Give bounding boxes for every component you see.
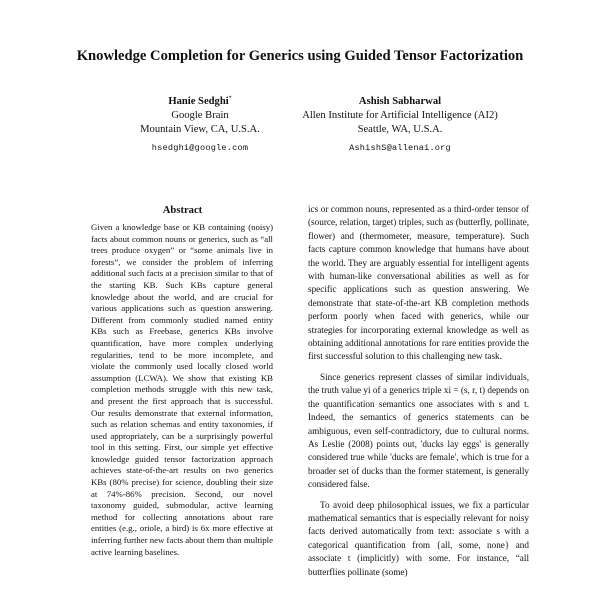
author-location: Seattle, WA, U.S.A. <box>357 124 443 135</box>
abstract-body <box>91 222 273 558</box>
abstract-paragraph: Given a knowledge base or KB containing (noisy) facts about common nouns or generics, such as “all trees produce oxygen” or “some animals live in forests”, we consider the problem of inferring additional such facts at a precision similar to that of the starting KB. Such KBs capture general knowledge about the world, and are crucial for various applications such as question answering. Different from commonly studied named entity KBs such as Freebase, generics KBs involve quantification, have more complex underlying regularities, tend to be more incomplete, and violate the commonly used locally closed world assumption (LCWA). We show that existing KB completion methods struggle with this new task, and present the first approach that is successful. Our results demonstrate that external information, such as relation schemas and entity taxonomies, if used appropriately, can be a surprisingly powerful tool in this setting. First, our simple yet effective knowledge guided tensor factorization approach achieves state-of-the-art results on two generics KBs (80% precise) for science, doubling their size at 74%-86% precision. Second, our novel taxonomy guided, submodular, active learning method for collecting annotations about rare entities (e.g., oriole, a bird) is 6x more effective at inferring further new facts about them than multiple active learning baselines. <box>91 222 273 557</box>
paper-title: Knowledge Completion for Generics using Guided Tensor Factorization <box>76 48 524 64</box>
author-location: Mountain View, CA, U.S.A. <box>140 124 260 135</box>
body-paragraph-1: ics or common nouns, represented as a third-order tensor of (source, relation, target) triples, such as (butterfly, pollinate, flower) and (thermometer, measure, temperature). Such facts capture common knowledge that humans have about the world. They are arguably essential for intelligent agents with human-like conversational abilities as well as for specific applications such as question answering. We demonstrate that state-of-the-art KB completion methods perform poorly when faced with generics, while our strategies for incorporating external knowledge as well as obtaining additional annotations for rare entities provide the first successful solution to this challenging new task. <box>308 204 529 362</box>
body-paragraph-2: Since generics represent classes of similar individuals, the truth value yi of a generics triple xi = (s, r, t) depends on the quantification semantics one associates with s and t. Indeed, the semantics of generics statements can be ambiguous, even self-contradictory, due to cultural norms. As Leslie (2008) points out, 'ducks lay eggs' is generally considered true while 'ducks are female', which is true for a broader set of ducks than the former statement, is generally considered false. <box>308 371 529 490</box>
author-block-2 <box>280 95 520 155</box>
author-name-text: Hanie Sedghi <box>168 96 229 107</box>
author-name <box>100 95 300 109</box>
author-affiliation: Allen Institute for Artificial Intelligence (AI2) <box>302 110 498 121</box>
author-email[interactable]: hsedghi@google.com <box>151 143 249 153</box>
abstract-heading: Abstract <box>162 205 203 216</box>
author-name: Ashish Sabharwal <box>358 96 442 107</box>
body-paragraph-3: To avoid deep philosophical issues, we fix a particular mathematical semantics that is especially relevant for noisy facts derived automatically from text: associate s with a categorical quantification from {all, some, none} and associate t (implicitly) with some. For instance, “all butterflies pollinate (some) <box>308 499 529 577</box>
body-column-right <box>308 203 529 579</box>
footnote-mark: * <box>228 95 232 102</box>
author-affiliation: Google Brain <box>171 110 229 121</box>
author-email[interactable]: AshishS@allenai.org <box>349 143 451 153</box>
author-block-1 <box>100 95 300 155</box>
